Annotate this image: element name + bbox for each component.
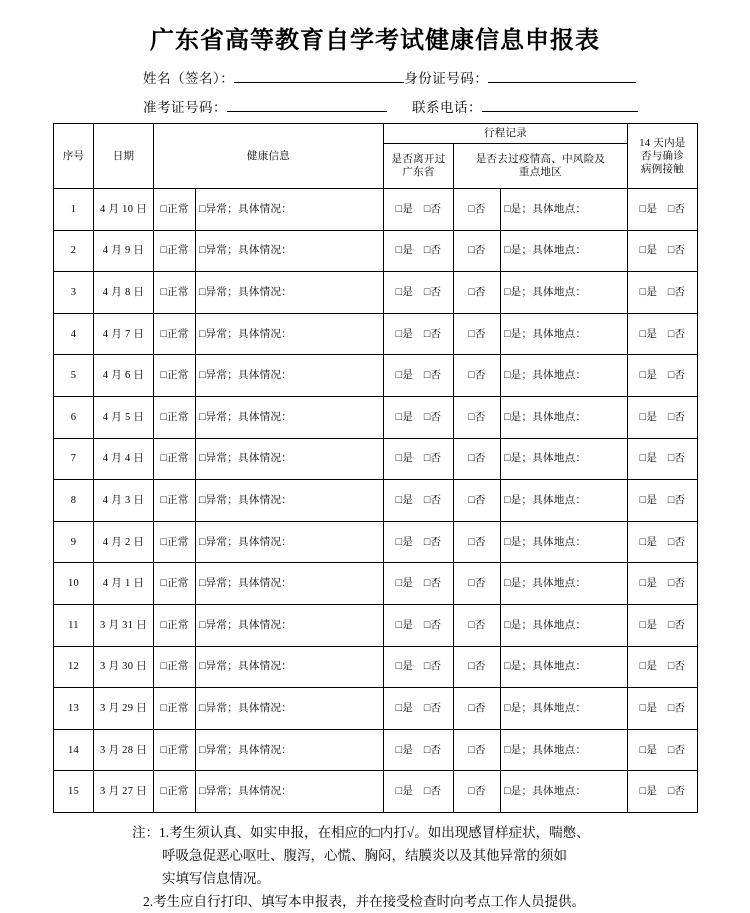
col-header-date: 日期	[94, 124, 154, 189]
checkbox-left-guangdong-yes-no[interactable]: □是 □否	[384, 438, 454, 480]
checkbox-left-guangdong-yes-no[interactable]: □是 □否	[384, 355, 454, 397]
checkbox-left-guangdong-yes-no[interactable]: □是 □否	[384, 646, 454, 688]
checkbox-risk-area-yes-place[interactable]: □是；具体地点：	[501, 521, 628, 563]
row-index: 2	[54, 230, 94, 272]
ticket-number-input-line[interactable]	[227, 97, 387, 112]
row-date: 4 月 1 日	[94, 563, 154, 605]
checkbox-risk-area-yes-place[interactable]: □是；具体地点：	[501, 272, 628, 314]
row-index: 8	[54, 480, 94, 522]
row-date: 4 月 2 日	[94, 521, 154, 563]
checkbox-risk-area-yes-place[interactable]: □是；具体地点：	[501, 480, 628, 522]
row-index: 11	[54, 604, 94, 646]
checkbox-left-guangdong-yes-no[interactable]: □是 □否	[384, 563, 454, 605]
checkbox-health-abnormal-detail[interactable]: □异常；具体情况：	[196, 189, 384, 231]
row-date: 4 月 9 日	[94, 230, 154, 272]
note-line: 2.考生应自行打印、填写本申报表，并在接受检查时向考点工作人员提供。	[143, 893, 586, 909]
checkbox-health-abnormal-detail[interactable]: □异常；具体情况：	[196, 480, 384, 522]
table-body	[54, 189, 698, 813]
row-date: 4 月 10 日	[94, 189, 154, 231]
row-date: 3 月 30 日	[94, 646, 154, 688]
checkbox-contact-yes-no[interactable]: □是 □否	[628, 438, 698, 480]
row-index: 3	[54, 272, 94, 314]
table-row	[54, 355, 698, 397]
health-declaration-table	[53, 123, 698, 813]
checkbox-risk-area-no[interactable]: □否	[454, 771, 501, 813]
checkbox-health-abnormal-detail[interactable]: □异常；具体情况：	[196, 771, 384, 813]
checkbox-health-abnormal-detail[interactable]: □异常；具体情况：	[196, 230, 384, 272]
checkbox-left-guangdong-yes-no[interactable]: □是 □否	[384, 729, 454, 771]
checkbox-risk-area-yes-place[interactable]: □是；具体地点：	[501, 688, 628, 730]
col-header-risk-area: 是否去过疫情高、中风险及 重点地区	[454, 144, 628, 189]
row-index: 1	[54, 189, 94, 231]
table-row	[54, 771, 698, 813]
checkbox-risk-area-yes-place[interactable]: □是；具体地点：	[501, 396, 628, 438]
table-row	[54, 521, 698, 563]
table-row	[54, 438, 698, 480]
name-label: 姓名（签名）：	[143, 71, 235, 86]
row-index: 12	[54, 646, 94, 688]
row-date: 3 月 31 日	[94, 604, 154, 646]
checkbox-risk-area-no[interactable]: □否	[454, 189, 501, 231]
checkbox-risk-area-yes-place[interactable]: □是；具体地点：	[501, 729, 628, 771]
row-date: 4 月 8 日	[94, 272, 154, 314]
row-date: 4 月 4 日	[94, 438, 154, 480]
checkbox-health-abnormal-detail[interactable]: □异常；具体情况：	[196, 355, 384, 397]
row-index: 15	[54, 771, 94, 813]
checkbox-contact-yes-no[interactable]: □是 □否	[628, 230, 698, 272]
notes-block	[0, 821, 750, 913]
checkbox-risk-area-no[interactable]: □否	[454, 729, 501, 771]
checkbox-health-abnormal-detail[interactable]: □异常；具体情况：	[196, 272, 384, 314]
checkbox-health-abnormal-detail[interactable]: □异常；具体情况：	[196, 729, 384, 771]
checkbox-health-normal[interactable]: □正常	[154, 396, 196, 438]
checkbox-health-abnormal-detail[interactable]: □异常；具体情况：	[196, 396, 384, 438]
row-index: 6	[54, 396, 94, 438]
checkbox-health-normal[interactable]: □正常	[154, 355, 196, 397]
row-date: 4 月 6 日	[94, 355, 154, 397]
phone-input-line[interactable]	[482, 97, 638, 112]
checkbox-contact-yes-no[interactable]: □是 □否	[628, 604, 698, 646]
checkbox-health-normal[interactable]: □正常	[154, 604, 196, 646]
checkbox-contact-yes-no[interactable]: □是 □否	[628, 480, 698, 522]
row-date: 4 月 5 日	[94, 396, 154, 438]
checkbox-risk-area-no[interactable]: □否	[454, 230, 501, 272]
row-index: 10	[54, 563, 94, 605]
row-index: 9	[54, 521, 94, 563]
checkbox-health-normal[interactable]: □正常	[154, 313, 196, 355]
checkbox-health-normal[interactable]: □正常	[154, 438, 196, 480]
checkbox-health-normal[interactable]: □正常	[154, 230, 196, 272]
checkbox-left-guangdong-yes-no[interactable]: □是 □否	[384, 688, 454, 730]
checkbox-risk-area-no[interactable]: □否	[454, 480, 501, 522]
row-date: 4 月 7 日	[94, 313, 154, 355]
note-line: 注：1.考生须认真、如实申报，在相应的□内打√。如出现感冒样症状，喘憋、	[132, 824, 590, 840]
checkbox-contact-yes-no[interactable]: □是 □否	[628, 771, 698, 813]
table-row	[54, 189, 698, 231]
col-header-health: 健康信息	[154, 124, 384, 189]
id-number-input-line[interactable]	[488, 68, 636, 83]
table-row	[54, 272, 698, 314]
checkbox-risk-area-no[interactable]: □否	[454, 355, 501, 397]
checkbox-health-abnormal-detail[interactable]: □异常；具体情况：	[196, 313, 384, 355]
checkbox-contact-yes-no[interactable]: □是 □否	[628, 355, 698, 397]
checkbox-health-normal[interactable]: □正常	[154, 272, 196, 314]
row-date: 3 月 27 日	[94, 771, 154, 813]
checkbox-health-abnormal-detail[interactable]: □异常；具体情况：	[196, 604, 384, 646]
row-index: 7	[54, 438, 94, 480]
checkbox-risk-area-yes-place[interactable]: □是；具体地点：	[501, 189, 628, 231]
checkbox-contact-yes-no[interactable]: □是 □否	[628, 563, 698, 605]
table-row	[54, 604, 698, 646]
checkbox-contact-yes-no[interactable]: □是 □否	[628, 646, 698, 688]
table-row	[54, 313, 698, 355]
checkbox-left-guangdong-yes-no[interactable]: □是 □否	[384, 480, 454, 522]
checkbox-left-guangdong-yes-no[interactable]: □是 □否	[384, 396, 454, 438]
checkbox-risk-area-no[interactable]: □否	[454, 688, 501, 730]
checkbox-left-guangdong-yes-no[interactable]: □是 □否	[384, 313, 454, 355]
checkbox-health-normal[interactable]: □正常	[154, 688, 196, 730]
checkbox-risk-area-yes-place[interactable]: □是；具体地点：	[501, 355, 628, 397]
table-row	[54, 230, 698, 272]
table-row	[54, 396, 698, 438]
checkbox-risk-area-yes-place[interactable]: □是；具体地点：	[501, 771, 628, 813]
checkbox-health-abnormal-detail[interactable]: □异常；具体情况：	[196, 521, 384, 563]
checkbox-risk-area-no[interactable]: □否	[454, 604, 501, 646]
note-line: 实填写信息情况。	[162, 870, 270, 886]
checkbox-health-abnormal-detail[interactable]: □异常；具体情况：	[196, 563, 384, 605]
checkbox-health-normal[interactable]: □正常	[154, 521, 196, 563]
table-row	[54, 646, 698, 688]
checkbox-health-normal[interactable]: □正常	[154, 480, 196, 522]
checkbox-health-abnormal-detail[interactable]: □异常；具体情况：	[196, 688, 384, 730]
checkbox-health-abnormal-detail[interactable]: □异常；具体情况：	[196, 438, 384, 480]
name-input-line[interactable]	[234, 68, 404, 83]
table-row	[54, 729, 698, 771]
row-date: 3 月 28 日	[94, 729, 154, 771]
checkbox-risk-area-no[interactable]: □否	[454, 646, 501, 688]
checkbox-contact-yes-no[interactable]: □是 □否	[628, 272, 698, 314]
checkbox-risk-area-no[interactable]: □否	[454, 313, 501, 355]
checkbox-contact-yes-no[interactable]: □是 □否	[628, 396, 698, 438]
checkbox-left-guangdong-yes-no[interactable]: □是 □否	[384, 521, 454, 563]
page-title: 广东省高等教育自学考试健康信息申报表	[150, 27, 600, 54]
checkbox-health-normal[interactable]: □正常	[154, 189, 196, 231]
ticket-number-label: 准考证号码：	[143, 100, 227, 115]
checkbox-contact-yes-no[interactable]: □是 □否	[628, 521, 698, 563]
col-header-travel: 行程记录	[384, 124, 628, 144]
row-index: 5	[54, 355, 94, 397]
checkbox-left-guangdong-yes-no[interactable]: □是 □否	[384, 272, 454, 314]
checkbox-left-guangdong-yes-no[interactable]: □是 □否	[384, 230, 454, 272]
row-index: 13	[54, 688, 94, 730]
checkbox-contact-yes-no[interactable]: □是 □否	[628, 189, 698, 231]
table-row	[54, 563, 698, 605]
table-row	[54, 688, 698, 730]
row-index: 14	[54, 729, 94, 771]
col-header-left-guangdong: 是否离开过 广东省	[384, 144, 454, 189]
id-number-label: 身份证号码：	[404, 71, 489, 86]
phone-label: 联系电话：	[412, 100, 482, 115]
checkbox-risk-area-yes-place[interactable]: □是；具体地点：	[501, 604, 628, 646]
checkbox-risk-area-yes-place[interactable]: □是；具体地点：	[501, 646, 628, 688]
checkbox-health-normal[interactable]: □正常	[154, 771, 196, 813]
checkbox-left-guangdong-yes-no[interactable]: □是 □否	[384, 771, 454, 813]
row-date: 3 月 29 日	[94, 688, 154, 730]
row-date: 4 月 3 日	[94, 480, 154, 522]
checkbox-risk-area-no[interactable]: □否	[454, 438, 501, 480]
checkbox-contact-yes-no[interactable]: □是 □否	[628, 729, 698, 771]
checkbox-left-guangdong-yes-no[interactable]: □是 □否	[384, 189, 454, 231]
checkbox-risk-area-yes-place[interactable]: □是；具体地点：	[501, 230, 628, 272]
checkbox-contact-yes-no[interactable]: □是 □否	[628, 313, 698, 355]
checkbox-contact-yes-no[interactable]: □是 □否	[628, 688, 698, 730]
name-id-line	[143, 67, 750, 87]
row-index: 4	[54, 313, 94, 355]
checkbox-risk-area-no[interactable]: □否	[454, 563, 501, 605]
checkbox-health-normal[interactable]: □正常	[154, 646, 196, 688]
checkbox-health-normal[interactable]: □正常	[154, 729, 196, 771]
col-header-contact: 14 天内是 否与确诊 病例接触	[628, 124, 698, 189]
table-row	[54, 480, 698, 522]
checkbox-left-guangdong-yes-no[interactable]: □是 □否	[384, 604, 454, 646]
checkbox-risk-area-yes-place[interactable]: □是；具体地点：	[501, 438, 628, 480]
checkbox-risk-area-no[interactable]: □否	[454, 272, 501, 314]
ticket-phone-line	[143, 96, 750, 116]
checkbox-risk-area-yes-place[interactable]: □是；具体地点：	[501, 563, 628, 605]
checkbox-risk-area-yes-place[interactable]: □是；具体地点：	[501, 313, 628, 355]
note-line: 呼吸急促恶心呕吐、腹泻，心慌、胸闷，结膜炎以及其他异常的须如	[162, 847, 567, 863]
checkbox-risk-area-no[interactable]: □否	[454, 396, 501, 438]
checkbox-risk-area-no[interactable]: □否	[454, 521, 501, 563]
checkbox-health-abnormal-detail[interactable]: □异常；具体情况：	[196, 646, 384, 688]
checkbox-health-normal[interactable]: □正常	[154, 563, 196, 605]
col-header-index: 序号	[54, 124, 94, 189]
